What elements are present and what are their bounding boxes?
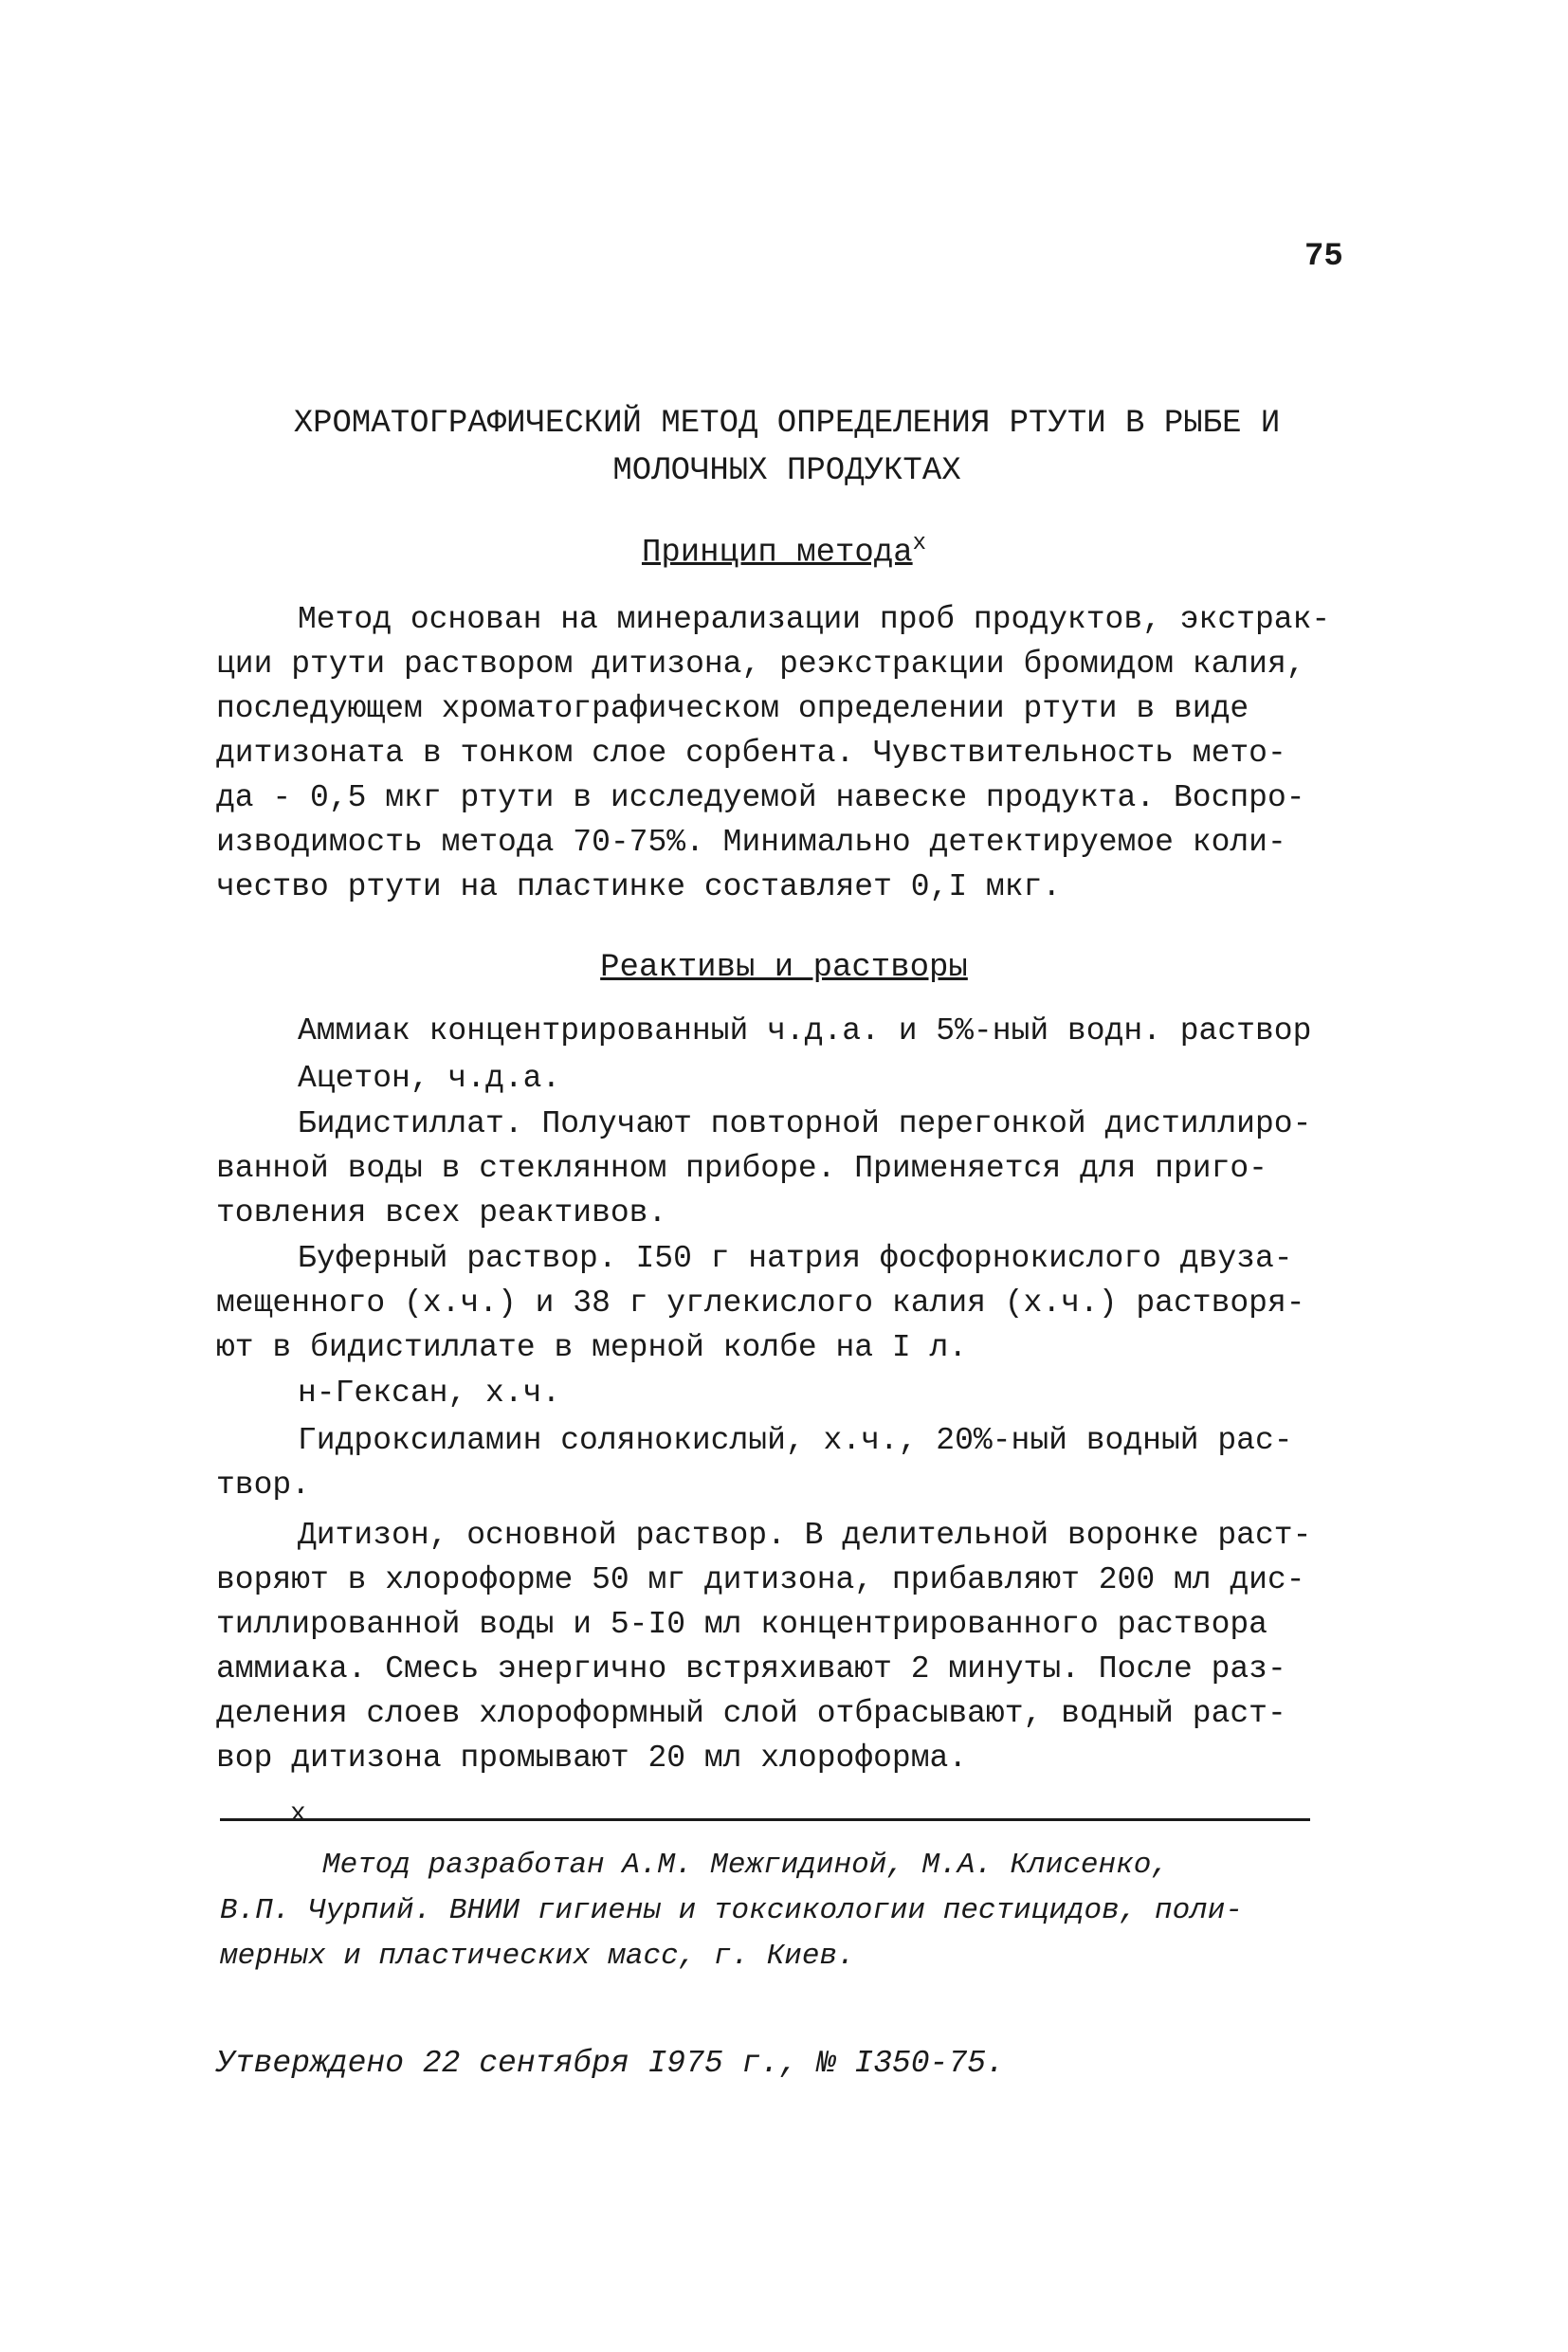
reagent-hexane xyxy=(216,1371,1316,1415)
text-line: воряют в хлороформе 50 мг дитизона, прибавляют 200 мл дис- xyxy=(216,1562,1305,1597)
text-line: ванной воды в стеклянном приборе. Применяется для приго- xyxy=(216,1151,1267,1186)
text-line: мещенного (х.ч.) и 38 г углекислого калия (х.ч.) растворя- xyxy=(216,1285,1305,1321)
text-line: изводимость метода 70-75%. Минимально детектируемое коли- xyxy=(216,825,1286,860)
footnote-line: Метод разработан А.М. Межгидиной, М.А. Клисенко, xyxy=(322,1849,1169,1882)
reagent-hydroxylamine xyxy=(216,1418,1316,1507)
text-line: ют в бидистиллате в мерной колбе на I л. xyxy=(216,1330,968,1365)
reagents-heading-text: Реактивы и растворы xyxy=(600,950,968,986)
text-line: да - 0,5 мкг ртути в исследуемой навеске продукта. Воспро- xyxy=(216,780,1305,815)
reagent-ammonia xyxy=(216,1009,1316,1053)
page-number: 75 xyxy=(1304,239,1343,275)
text-line: Аммиак концентрированный ч.д.а. и 5%-ный водн. раствор xyxy=(298,1013,1312,1048)
text-line: Метод основан на минерализации проб продуктов, экстрак- xyxy=(298,602,1331,637)
reagents-heading xyxy=(0,950,1568,986)
reagent-bidistillate xyxy=(216,1102,1316,1235)
document-title xyxy=(284,400,1289,495)
title-line: МОЛОЧНЫХ ПРОДУКТАХ xyxy=(612,453,961,489)
reagent-acetone xyxy=(216,1056,1316,1101)
principle-heading-text: Принцип метода xyxy=(641,535,913,572)
text-line: товления всех реактивов. xyxy=(216,1195,667,1231)
text-line: Гидроксиламин солянокислый, х.ч., 20%-ный водный рас- xyxy=(298,1423,1293,1458)
text-line: вор дитизона промывают 20 мл хлороформа. xyxy=(216,1741,968,1776)
text-line: н-Гексан, х.ч. xyxy=(298,1376,561,1411)
footnote-line: В.П. Чурпий. ВНИИ гигиены и токсикологии пестицидов, поли- xyxy=(220,1894,1243,1927)
text-line: Бидистиллат. Получают повторной перегонкой дистиллиро- xyxy=(298,1106,1312,1141)
footnote-mark: х xyxy=(912,531,927,556)
text-line: Буферный раствор. I50 г натрия фосфорнокислого двуза- xyxy=(298,1241,1293,1276)
footnote-divider-mark: х xyxy=(290,1799,306,1829)
approval-note: Утверждено 22 сентября I975 г., № I350-75. xyxy=(216,2046,1005,2081)
footnote-divider xyxy=(220,1818,1310,1821)
text-line: Ацетон, ч.д.а. xyxy=(298,1061,561,1096)
footnote xyxy=(220,1843,1320,1979)
text-line: тиллированной воды и 5-I0 мл концентрированного раствора xyxy=(216,1607,1267,1642)
footnote-line: мерных и пластических масс, г. Киев. xyxy=(220,1940,855,1973)
title-line: ХРОМАТОГРАФИЧЕСКИЙ МЕТОД ОПРЕДЕЛЕНИЯ РТУТИ В РЫБЕ И xyxy=(293,406,1281,442)
reagent-dithizone xyxy=(216,1513,1316,1780)
principle-heading xyxy=(0,531,1568,571)
text-line: последующем хроматографическом определении ртути в виде xyxy=(216,691,1249,726)
principle-paragraph xyxy=(216,597,1331,909)
text-line: твор. xyxy=(216,1468,311,1503)
text-line: чество ртути на пластинке составляет 0,I мкг. xyxy=(216,869,1062,904)
text-line: дитизоната в тонком слое сорбента. Чувствительность мето- xyxy=(216,736,1286,771)
text-line: ции ртути раствором дитизона, реэкстракции бромидом калия, xyxy=(216,647,1305,682)
text-line: Дитизон, основной раствор. В делительной воронке раст- xyxy=(298,1518,1312,1553)
reagent-buffer xyxy=(216,1236,1316,1370)
text-line: аммиака. Смесь энергично встряхивают 2 минуты. После раз- xyxy=(216,1651,1286,1687)
text-line: деления слоев хлороформный слой отбрасывают, водный раст- xyxy=(216,1696,1286,1731)
